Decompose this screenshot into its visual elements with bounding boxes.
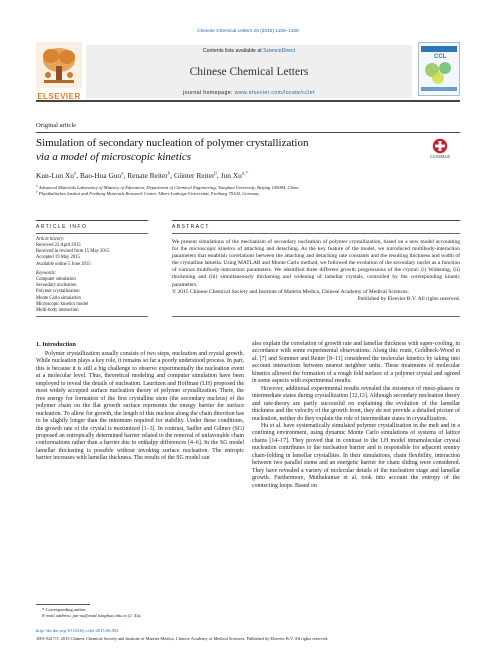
homepage-prefix: journal homepage: [183,90,235,96]
keywords [36,271,148,314]
elsevier-logo [36,42,82,101]
history-online: Available online 5 June 2015 [36,261,91,267]
author-list: Kun-Lun Xu$^a$, Bao-Hua Guo$^a$, Renate Reiter$^b$, Günter Reiter$^b$, Jun $Xu^{a,*}$ [36,170,249,180]
affiliation-b: $^b$ Physikalisches Institut and Freiburg Materials Research Center, Albert-Ludwigs-Universität, Freiburg 79104, Germany [36,189,260,196]
crossmark-icon [432,138,448,154]
article-title [36,136,406,164]
contents-prefix: Contents lists available at [202,48,264,54]
footer-copyright: 1001-8417/© 2015 Chinese Chemical Society and Institute of Materia Medica, Chinese Academy of Medical Sciences. Published by Elsevier B.V. All rights reserved. [36,636,329,641]
keyword-item: Monte Carlo simulation [36,295,81,301]
crossmark-label: CrossMark [429,154,451,159]
contents-line [86,48,412,54]
keyword-item: Multi-body interaction [36,307,79,313]
intro-paragraph-3: However, additional experimental results revealed the existence of meso-phases or intermediate states during crystallization [12,13]. Although secondary nucleation theory and rate-theory are partly successful on explaining the evolution of the lamellar thickness and the velocity of the growth front, they do not provide a detailed picture of nucleation, neither do they explain the role of intermediate states in crystallization. [252,385,460,422]
abstract-heading: ABSTRACT [172,224,210,230]
author-3[interactable]: Renate Reiter$^b$ [127,170,171,180]
author-5[interactable]: Jun $Xu^{a,*}$ [220,170,249,180]
article-history [36,237,148,268]
history-label: Article history: [36,237,65,242]
affiliations [36,185,460,197]
info-rule-top [36,220,148,221]
article-type: Original article [36,122,77,129]
corresponding-author: * Corresponding author. [42,607,87,612]
article-info-heading: ARTICLE INFO [36,224,88,230]
doi-link[interactable]: http://dx.doi.org/10.1016/j.cclet.2015.06.002 [36,628,119,633]
title-line-2: via a model of microscopic kinetics [36,151,192,163]
info-rule-mid [36,233,148,234]
intro-paragraph-2: also explain the correlation of growth rate and lamellar thickness with super-cooling, in accordance with some experimental observations. Along this route, Goldbeck-Wood et al. [7] and Sommer and Reiter [8–11] considered the molecular kinetics by taking into account interactions between nearest neighbor units. These treatments of molecular kinetics allowed the formation of a rough fold surface of a polymer crystal and agreed in some aspects with experimental results. [252,341,460,385]
corresponding-email[interactable]: E-mail address: jun-xu@mail.tsinghua.edu.cn (J. Xu). [42,613,142,618]
footnote-rule [36,604,90,605]
footnote [42,607,242,619]
abstract-copyright: © 2015 Chinese Chemical Society and Institute of Materia Medica, Chinese Academy of Medical Sciences. [172,288,409,295]
abstract-rule-top [172,220,460,221]
abstract-rule-mid [172,233,460,234]
right-column [252,341,460,490]
keywords-label: Keywords: [36,271,57,276]
author-2[interactable]: Bao-Hua Guo$^a$ [79,170,124,180]
info-rule-bottom [36,316,148,317]
history-received: Received 22 April 2015 [36,243,81,249]
author-4[interactable]: Günter Reiter$^b$ [173,170,218,180]
abstract-rule-bottom [172,316,460,317]
masthead-bottom-rule [36,100,460,102]
elsevier-wordmark: ELSEVIER [37,92,81,101]
keyword-item: Secondary nucleation [36,283,77,289]
homepage-url[interactable]: www.elsevier.com/locate/cclet [234,90,315,96]
history-revised: Received in revised form 15 May 2015 [36,249,110,255]
article-type-rule [36,132,460,133]
ccl-label: CCL [434,54,447,60]
homepage-line [86,90,412,96]
history-accepted: Accepted 19 May 2015 [36,255,80,261]
keyword-item: Microscopic kinetics model [36,301,89,307]
journal-name: Chinese Chemical Letters [189,66,309,78]
journal-citation[interactable]: Chinese Chemical Letters 26 (2015) 1105–1108 [197,29,299,34]
abstract-body [172,239,460,303]
intro-paragraph-4: Hu et al. have systematically simulated polymer crystallization in the melt and in a confining environment, using dynamic Monte Carlo simulations of systems of lattice chains [14–17]. They proved that in contrast to the LH model intramolecular crystal nucleation contributes to the nucleation barrier and is responsible for adjacent reentry chain-folding in lamellar crystallites. In their simulations, chain flexibility, interaction between two parallel stems and an energetic barrier for chain sliding were considered. They have revealed a variety of molecular details of the nucleation stage and lamellar growth. Furthermore, Muthukumar et al. took into account the entropy of the connecting loops. Based on [252,422,460,489]
ccl-cover-icon [418,42,460,96]
section-heading-introduction: 1. Introduction [36,341,76,348]
elsevier-tree-icon [36,42,82,88]
affiliation-a: $^a$ Advanced Materials Laboratory of Ministry of Education, Department of Chemical Engineering, Tsinghua University, Beijing 100084, China [36,183,299,190]
intro-paragraph-1: Polymer crystallization usually consists of two steps, nucleation and crystal growth. While nucleation plays a key role, it remains so far a poorly understood process. In part, this is because it is still a big challenge to observe experimentally the nucleation event at a molecular level. Thus, theoretical modeling and computer simulation have been employed to reveal the details of nucleation. Lauritzen and Hoffman (LH) proposed the most widely accepted surface nucleation theory of polymer crystallization. There, the free energy for formation of the first crystalline stem (the secondary nucleus) of the polymer chain on the flat growth surface represents the energy barrier for surface nucleation. To allow for growth, the length of this nucleus along the chain direction has to be slightly longer than the minimum required for stability. Under these conditions, the growth rate of the crystal is maximized [1–3]. In contrast, Sadler and Gilmer (SG) proposed an entropically determined barrier related to the removal of unfavorable chain conformations rather than a barrier due to enthalpy differences [4–6]. In the SG model lamellar thickening is possible without invoking surface nucleation. The entropic barrier increases with lamellar thickness. The results of the SG model can [36,351,244,462]
left-column [36,351,244,463]
title-line-1: Simulation of secondary nucleation of polymer crystallization [36,137,309,149]
sciencedirect-link[interactable]: ScienceDirect [263,48,296,54]
crossmark-badge[interactable] [420,138,460,159]
keyword-item: Computer simulation [36,277,76,283]
abstract-text: We present simulations of the mechanism of secondary nucleation of polymer crystallization, based on a new model accounting for the microscopic kinetics of attaching and detaching. As the key feature of the model, we introduced multibody-interaction parameters that establish correlations between the attaching and detaching rate constants and the resulting thickness and width of the crystalline lamella. Using MATLAB and Monte Carlo method, we followed the evolution of the secondary nuclei as a function of various multibody-interaction parameters. We identified three different growth progressions of the crystal: (i) Widening, (ii) thickening and (iii) simultaneously thickening and widening of lamellar crystals, controlled by the corresponding kinetic parameters. [172,239,460,288]
abstract-publisher: Published by Elsevier B.V. All rights reserved. [357,295,460,302]
ccl-cover [418,42,460,96]
keyword-item: Polymer crystallization [36,289,80,295]
author-1[interactable]: Kun-Lun Xu$^a$ [36,170,77,180]
